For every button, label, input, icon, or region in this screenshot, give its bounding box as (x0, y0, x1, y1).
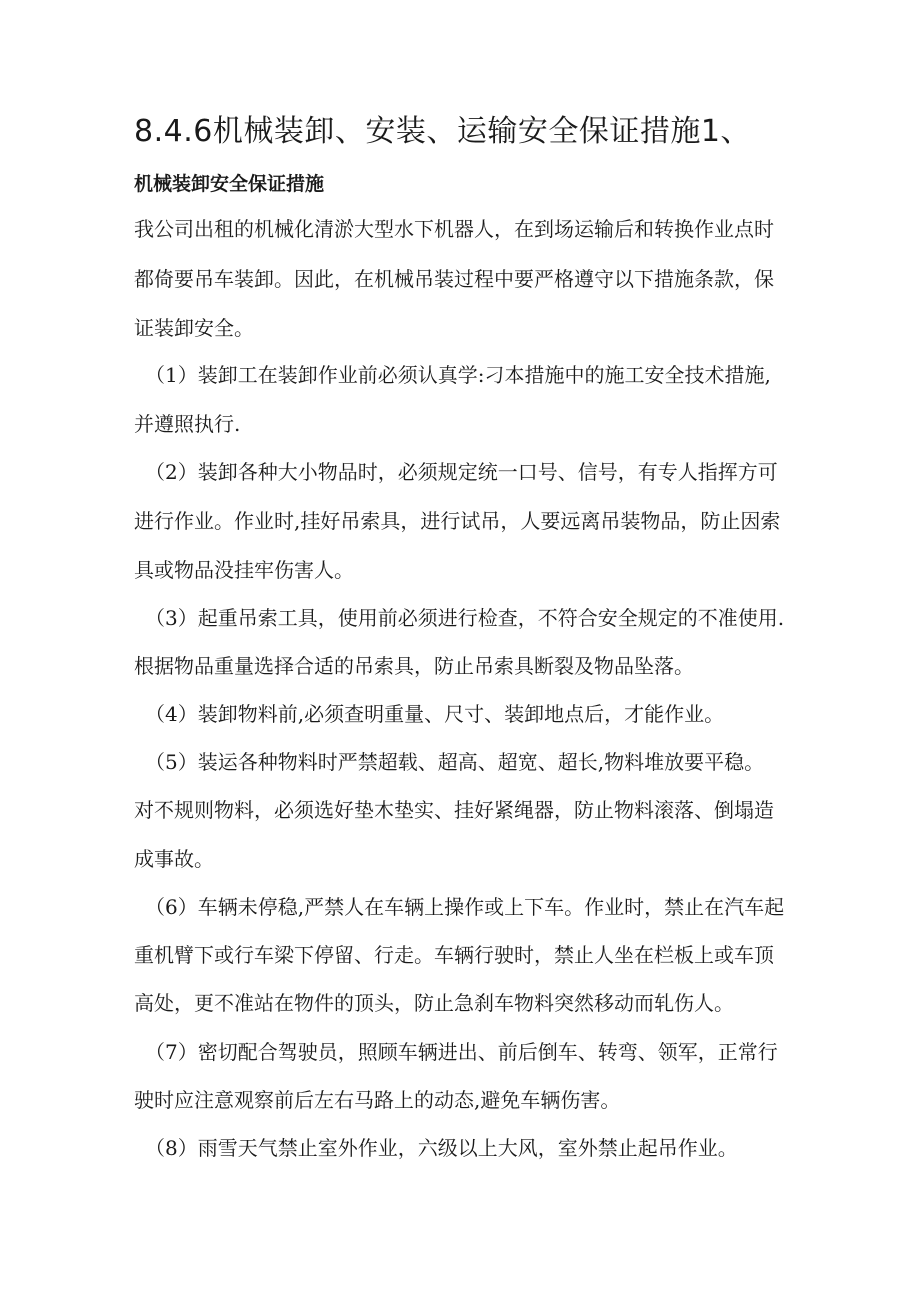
list-item-line: 对不规则物料，必须选好垫木垫实、挂好紧绳器，防止物料滚落、倒塌造 (134, 798, 774, 822)
list-item-line: （4）装卸物料前,必须查明重量、尺寸、装卸地点后，才能作业。 (145, 702, 725, 726)
list-item-line: 成事故。 (134, 847, 214, 871)
list-item-line: （8）雨雪天气禁止室外作业，六级以上大风，室外禁止起吊作业。 (145, 1136, 738, 1160)
list-item-line: （1）装卸工在装卸作业前必须认真学:刁本措施中的施工安全技术措施, (145, 363, 771, 387)
list-item-line: （6）车辆未停稳,严禁人在车辆上操作或上下车。作业时，禁止在汽车起 (145, 895, 785, 919)
list-item-line: （2）装卸各种大小物品时，必须规定统一口号、信号，有专人指挥方可 (145, 460, 778, 484)
section-heading: 8.4.6机械装卸、安装、运输安全保证措施1、 (134, 114, 751, 149)
list-item-line: 并遵照执行. (134, 412, 241, 436)
list-item-line: 高处，更不准站在物件的顶头，防止急刹车物料突然移动而轧伤人。 (134, 991, 734, 1015)
subsection-heading: 机械装卸安全保证措施 (134, 173, 325, 195)
list-item-line: 进行作业。作业时,挂好吊索具，进行试吊，人要远离吊装物品，防止因索 (134, 509, 781, 533)
list-item-line: 具或物品没挂牢伤害人。 (134, 558, 354, 582)
list-item-line: 根据物品重量选择合适的吊索具，防止吊索具断裂及物品坠落。 (134, 654, 694, 678)
intro-line: 我公司出租的机械化清淤大型水下机器人，在到场运输后和转换作业点时 (134, 217, 774, 241)
list-item-line: （5）装运各种物料时严禁超载、超高、超宽、超长,物料堆放要平稳。 (145, 750, 765, 774)
list-item-line: 驶时应注意观察前后左右马路上的动态,避免车辆伤害。 (134, 1088, 621, 1112)
list-item-line: （3）起重吊索工具，使用前必须进行检查，不符合安全规定的不准使用. (145, 606, 785, 630)
list-item-line: （7）密切配合驾驶员，照顾车辆进出、前后倒车、转弯、领军，正常行 (145, 1040, 778, 1064)
list-item-line: 重机臂下或行车梁下停留、行走。车辆行驶时，禁止人坐在栏板上或车顶 (134, 943, 774, 967)
intro-line: 都倚要吊车装卸。因此，在机械吊装过程中要严格遵守以下措施条款，保 (134, 267, 774, 291)
intro-line: 证装卸安全。 (134, 316, 254, 340)
